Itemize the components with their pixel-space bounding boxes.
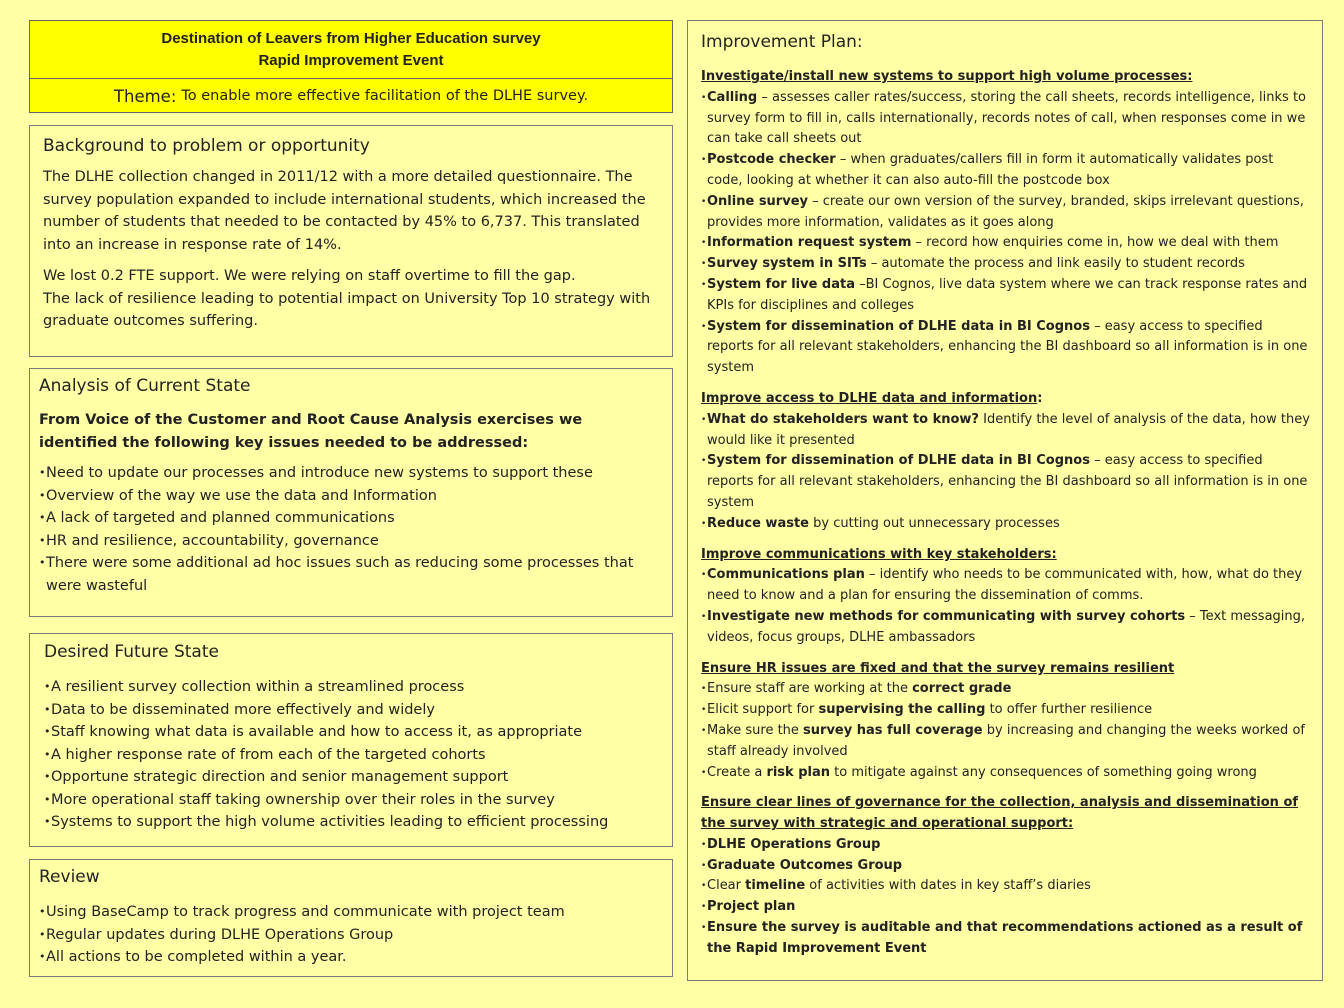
list-item: • Regular updates during DLHE Operations Group — [39, 924, 662, 947]
future-state-panel — [29, 633, 673, 847]
list-item: • System for live data –BI Cognos, live data system where we can track response rates and KPIs for disciplines and colleges — [701, 275, 1310, 317]
list-item: • Data to be disseminated more effectively and widely — [44, 699, 662, 722]
theme-row — [30, 79, 672, 113]
section-title: Improve access to DLHE data and information: — [701, 390, 1043, 406]
analysis-panel — [29, 368, 673, 617]
section-title: Ensure HR issues are fixed and that the survey remains resilient — [701, 660, 1175, 676]
list-item: • DLHE Operations Group — [701, 835, 1310, 856]
list-item: • Project plan — [701, 897, 1310, 918]
list-item: • A higher response rate of from each of the targeted cohorts — [44, 744, 662, 767]
title-header — [30, 21, 672, 79]
list-item: • Calling – assesses caller rates/success, storing the call sheets, records intelligence, links to survey form to fill in, calls internationally, records notes of call, when responses come in we can take call sheets out — [701, 88, 1310, 150]
review-list — [39, 901, 662, 969]
list-item: • A resilient survey collection within a streamlined process — [44, 676, 662, 699]
list-item: • A lack of targeted and planned communications — [39, 507, 662, 530]
background-paragraph-2-line-2: The lack of resilience leading to potential impact on University Top 10 strategy with graduate outcomes suffering. — [43, 290, 651, 329]
background-panel — [29, 125, 673, 357]
review-panel — [29, 859, 673, 977]
list-item: • All actions to be completed within a year. — [39, 946, 662, 969]
list-item: • Elicit support for supervising the calling to offer further resilience — [701, 700, 1310, 721]
plan-heading: Improvement Plan: — [701, 32, 863, 52]
section-title: Investigate/install new systems to support high volume processes: — [701, 69, 1193, 84]
list-item: • More operational staff taking ownership over their roles in the survey — [44, 789, 662, 812]
list-item: • Investigate new methods for communicating with survey cohorts – Text messaging, videos, focus groups, DLHE ambassadors — [701, 607, 1310, 649]
background-paragraph-2-line-1: We lost 0.2 FTE support. We were relying on staff overtime to fill the gap. — [43, 268, 576, 284]
theme-label: Theme: — [113, 86, 177, 106]
list-item: • Opportune strategic direction and senior management support — [44, 766, 662, 789]
title-line-2: Rapid Improvement Event — [258, 51, 444, 69]
list-item: • Online survey – create our own version of the survey, branded, skips irrelevant questions, provides more information, validates as it goes along — [701, 192, 1310, 234]
background-heading: Background to problem or opportunity — [43, 136, 370, 156]
plan-section-hr — [701, 659, 1310, 784]
list-item: • What do stakeholders want to know? Identify the level of analysis of the data, how they would like it presented — [701, 410, 1310, 452]
analysis-heading: Analysis of Current State — [39, 376, 251, 396]
list-item: • Communications plan – identify who needs to be communicated with, how, what do they need to know and a plan for ensuring the dissemination of comms. — [701, 565, 1310, 607]
improvement-plan-panel — [687, 20, 1323, 981]
future-list — [44, 676, 662, 834]
list-item: • HR and resilience, accountability, governance — [39, 530, 662, 553]
list-item: • Survey system in SITs – automate the process and link easily to student records — [701, 254, 1310, 275]
list-item: • There were some additional ad hoc issues such as reducing some processes that were wasteful — [39, 552, 662, 597]
list-item: • System for dissemination of DLHE data in BI Cognos – easy access to specified reports for all relevant stakeholders, enhancing the BI dashboard so all information is in one system — [701, 317, 1310, 379]
list-item: • Systems to support the high volume activities leading to efficient processing — [44, 811, 662, 834]
section-title: Ensure clear lines of governance for the collection, analysis and dissemination of the survey with strategic and operational support: — [701, 795, 1299, 832]
list-item: • Using BaseCamp to track progress and communicate with project team — [39, 901, 662, 924]
list-item: • Postcode checker – when graduates/callers fill in form it automatically validates post code, looking at whether it can also auto-fill the postcode box — [701, 150, 1310, 192]
theme-text: To enable more effective facilitation of the DLHE survey. — [181, 88, 589, 104]
section-title: Improve communications with key stakeholders: — [701, 546, 1057, 562]
list-item: • Create a risk plan to mitigate against any consequences of something going wrong — [701, 763, 1310, 784]
plan-section-systems — [701, 67, 1310, 379]
list-item: • Overview of the way we use the data and Information — [39, 485, 662, 508]
list-item: • Ensure the survey is auditable and that recommendations actioned as a result of the Rapid Improvement Event — [701, 918, 1310, 960]
list-item: • Clear timeline of activities with dates in key staff’s diaries — [701, 876, 1310, 897]
list-item: • Graduate Outcomes Group — [701, 856, 1310, 877]
list-item: • Need to update our processes and introduce new systems to support these — [39, 462, 662, 485]
analysis-list — [39, 462, 662, 597]
list-item: • Staff knowing what data is available and how to access it, as appropriate — [44, 721, 662, 744]
plan-section-data-access — [701, 389, 1310, 535]
title-panel — [29, 20, 673, 113]
list-item: • Information request system – record how enquiries come in, how we deal with them — [701, 233, 1310, 254]
list-item: • Ensure staff are working at the correct grade — [701, 679, 1310, 700]
plan-section-governance — [701, 793, 1310, 959]
background-paragraph-1: The DLHE collection changed in 2011/12 with a more detailed questionnaire. The survey population expanded to include international students, which increased the number of students that needed to be contacted by 45% to 6,737. This translated into an increase in response rate of 14%. — [43, 169, 646, 253]
list-item: • System for dissemination of DLHE data in BI Cognos – easy access to specified reports for all relevant stakeholders, enhancing the BI dashboard so all information is in one system — [701, 451, 1310, 513]
plan-section-communications — [701, 545, 1310, 649]
list-item: • Make sure the survey has full coverage by increasing and changing the weeks worked of staff already involved — [701, 721, 1310, 763]
analysis-intro: From Voice of the Customer and Root Cause Analysis exercises we identified the following key issues needed to be addressed: — [39, 412, 583, 451]
title-line-1: Destination of Leavers from Higher Education survey — [161, 29, 541, 47]
review-heading: Review — [39, 867, 100, 887]
future-heading: Desired Future State — [44, 642, 219, 662]
list-item: • Reduce waste by cutting out unnecessary processes — [701, 514, 1310, 535]
